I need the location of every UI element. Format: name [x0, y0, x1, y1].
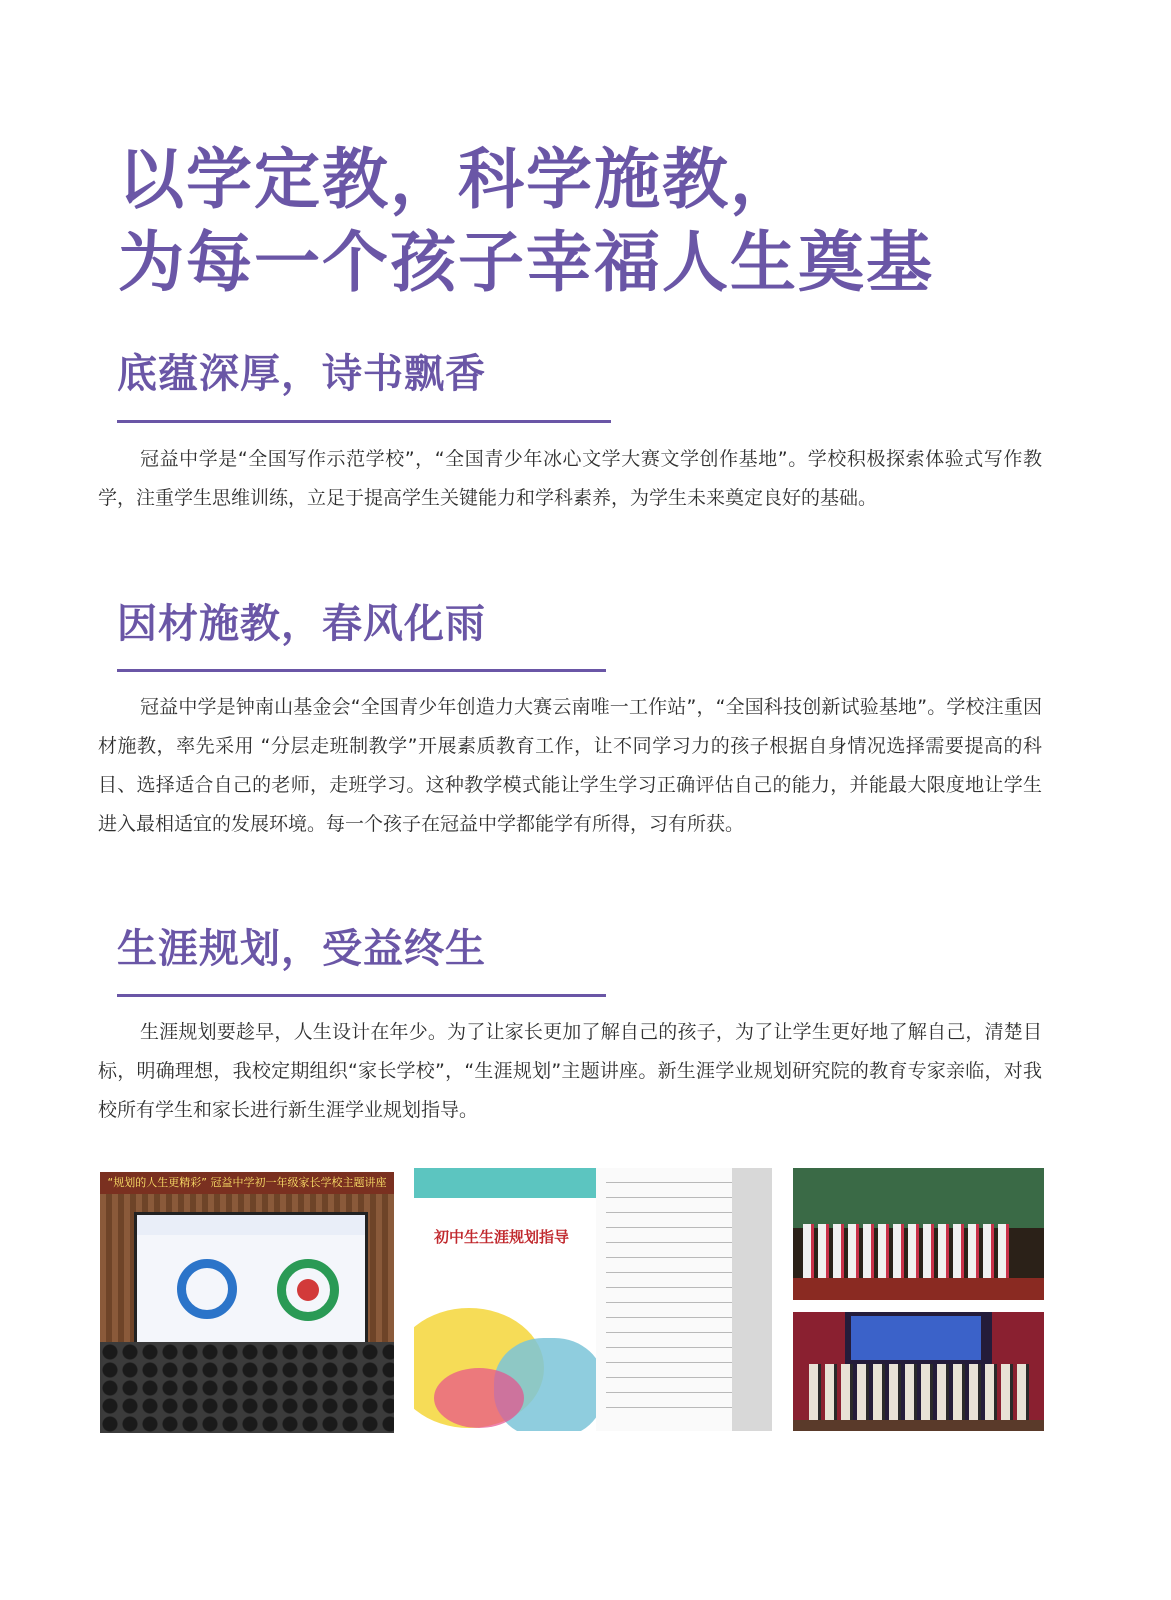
section-body-teaching: 冠益中学是钟南山基金会“全国青少年创造力大赛云南唯一工作站”，“全国科技创新试验基地”。学校注重因材施教，率先采用 “分层走班制教学”开展素质教育工作，让不同学习力的孩子根据自身情况选择需要提高的科目、选择适合自己的老师，走班学习。这种教学模式能让学生学习正确评估自己的能力，并能最大限度地让学生进入最相适宜的发展环境。每一个孩子在冠益中学都能学有所得，习有所获。 — [98, 696, 1042, 835]
section-divider — [117, 994, 606, 997]
competition-group-photo — [793, 1312, 1044, 1431]
award-winners-group — [803, 1224, 1013, 1278]
lecture-banner: “规划的人生更精彩” 冠益中学初一年级家长学校主题讲座 — [100, 1172, 394, 1194]
award-ceremony-photo — [793, 1168, 1044, 1300]
book-title: 初中生生涯规划指导 — [434, 1228, 570, 1246]
students-group — [809, 1364, 1029, 1422]
section-heading-teaching: 因材施教，春风化雨 — [117, 601, 486, 647]
stage-backdrop — [793, 1168, 1044, 1228]
projection-screen — [134, 1212, 368, 1352]
book-table-of-contents — [596, 1168, 772, 1431]
stage-screen — [851, 1316, 981, 1360]
section-body-career: 生涯规划要趁早，人生设计在年少。为了让家长更加了解自己的孩子，为了让学生更好地了解自己，清楚目标，明确理想，我校定期组织“家长学校”，“生涯规划”主题讲座。新生涯学业规划研究院的教育专家亲临，对我校所有学生和家长进行新生涯学业规划指导。 — [98, 1021, 1042, 1121]
page-title-line-2: 为每一个孩子幸福人生奠基 — [118, 224, 934, 301]
audience-crowd — [100, 1342, 394, 1433]
section-heading-career: 生涯规划，受益终生 — [117, 926, 486, 972]
section-divider — [117, 669, 606, 672]
section-heading-heritage: 底蕴深厚，诗书飘香 — [117, 351, 486, 397]
lecture-hall-photo — [100, 1172, 394, 1433]
page-title-line-1: 以学定教，科学施教， — [118, 141, 798, 218]
book-cover — [414, 1168, 596, 1431]
section-divider — [117, 420, 611, 423]
page-title — [118, 138, 934, 304]
section-body-heritage: 冠益中学是“全国写作示范学校”，“全国青少年冰心文学大赛文学创作基地”。学校积极探索体验式写作教学，注重学生思维训练，立足于提高学生关键能力和学科素养，为学生未来奠定良好的基础。 — [98, 448, 1042, 509]
stage-floor — [793, 1278, 1044, 1300]
diagram-ring-icon — [177, 1259, 237, 1319]
career-guide-book-photo — [414, 1168, 772, 1431]
